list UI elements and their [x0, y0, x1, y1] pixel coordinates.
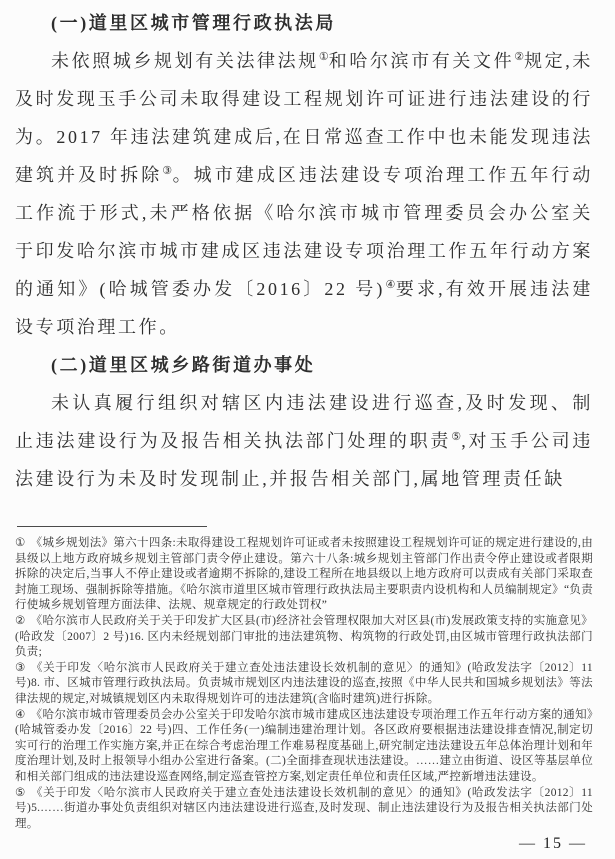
footnote-marker: ① [15, 537, 26, 549]
footnote-ref-3: ③ [162, 165, 173, 177]
footnote-text: 《城乡规划法》第六十四条:未取得建设工程规划许可证或者未按照建设工程规划许可证的规定进行建设的,由县级以上地方政府城乡规划主管部门责令停止建设。第六十八条:城乡规划主管部门作出责令停止建设或者限期拆除的决定后,当事人不停止建设或者逾期不拆除的,建设工程所在地县级以上地方政府可以责成有关部门采取查封施工现场、强制拆除等措施。《哈尔滨市道里区城市管理行政执法局主要职责内设机构和人员编制规定》“负责行使城乡规划管理方面法律、法规、规章规定的行政处罚权” [15, 537, 593, 612]
text-segment: 未依照城乡规划有关法律法规 [51, 51, 319, 71]
footnote-marker: ④ [15, 708, 26, 721]
text-segment: 和哈尔滨市有关文件 [328, 51, 515, 71]
footnote-ref-2: ② [514, 51, 525, 63]
section-1-heading: (一)道里区城市管理行政执法局 [51, 13, 336, 33]
footnote-ref-5: ⑤ [451, 431, 462, 443]
document-body [15, 4, 593, 498]
text-segment: 要求,有效开展违法建设专项治理工作。 [15, 279, 594, 337]
section-1-paragraph [15, 42, 593, 346]
footnote-ref-4: ④ [384, 279, 396, 291]
footnote-3 [15, 661, 593, 708]
footnote-ref-1: ① [318, 51, 329, 63]
section-2-paragraph [15, 384, 593, 498]
text-segment: 规定,未及时发现玉手公司未取得建设工程规划许可证进行违法建设的行为。2017 年违法建筑建成后,在日常巡查工作中也未能发现违法建筑并及时拆除 [15, 51, 593, 185]
page-number: — 15 — [519, 835, 587, 852]
footnote-text: 《哈尔滨市人民政府关于关于印发扩大区县(市)经济社会管理权限加大对区县(市)发展政策支持的实施意见》(哈政发〔2007〕2 号)16. 区内未经规划部门审批的违法建筑物、构筑物的行政处罚,由区城市管理行政执法部门负责; [15, 614, 593, 659]
footnote-text: 《关于印发〈哈尔滨市人民政府关于建立查处违法建设长效机制的意见〉的通知》(哈政发法字〔2012〕11 号)8. 市、区城市管理行政执法局。负责城市规划区内违法建设的巡查,按照《中华人民共和国城乡规划法》等法律法规的规定,对城镇规划区内未取得规划许可的违法建筑(含临时建筑)进行拆除。 [15, 661, 593, 705]
footnote-text: 《哈尔滨市城市管理委员会办公室关于印发哈尔滨市城市建成区违法建设专项治理工作五年行动方案的通知》(哈城管委办发〔2016〕22 号)四、工作任务(一)编制违建治理计划。各区政府要根据违法建设排查情况,制定切实可行的治理工作实施方案,并正在综合考虑治理工作难易程度基础上,研究制定违法建设五年总体治理计划和年度治理计划,及时上报领导小组办公室进行备案。(二)全面排查现状违法建设。……建立由街道、设区等基层单位和相关部门组成的违法建设巡查网络,制定巡查管控方案,划定责任单位和责任区域,严控新增违法建设。 [15, 708, 593, 783]
footnote-marker: ② [15, 614, 26, 627]
footnote-marker: ⑤ [15, 786, 26, 799]
footnote-5 [15, 786, 593, 833]
text-segment: 。城市建成区违法建设专项治理工作五年行动工作流于形式,未严格依据《哈尔滨市城市管理委员会办公室关于印发哈尔滨市城市建成区违法建设专项治理工作五年行动方案的通知》(哈城管委办发〔2016〕22 号) [15, 165, 593, 299]
footnote-marker: ③ [15, 661, 26, 674]
footnote-text: 《关于印发〈哈尔滨市人民政府关于建立查处违法建设长效机制的意见〉的通知》(哈政发法字〔2012〕11 号)5.……街道办事处负责组织对辖区内违法建设进行巡查,及时发现、制止违法建设行为及报告相关执法部门处理。 [15, 786, 593, 830]
section-2-heading: (二)道里区城乡路街道办事处 [51, 355, 316, 375]
text-segment: 未认真履行组织对辖区内违法建设进行巡查,及时发现、制止违法建设行为及报告相关执法部门处理的职责 [15, 393, 593, 451]
footnote-2 [15, 614, 593, 661]
footnotes-section [15, 526, 593, 832]
footnote-4 [15, 708, 593, 786]
footnote-separator-rule [17, 526, 207, 527]
footnote-1 [15, 536, 593, 614]
text-segment: ,对玉手公司违法建设行为未及时发现制止,并报告相关部门,属地管理责任缺 [15, 431, 593, 489]
